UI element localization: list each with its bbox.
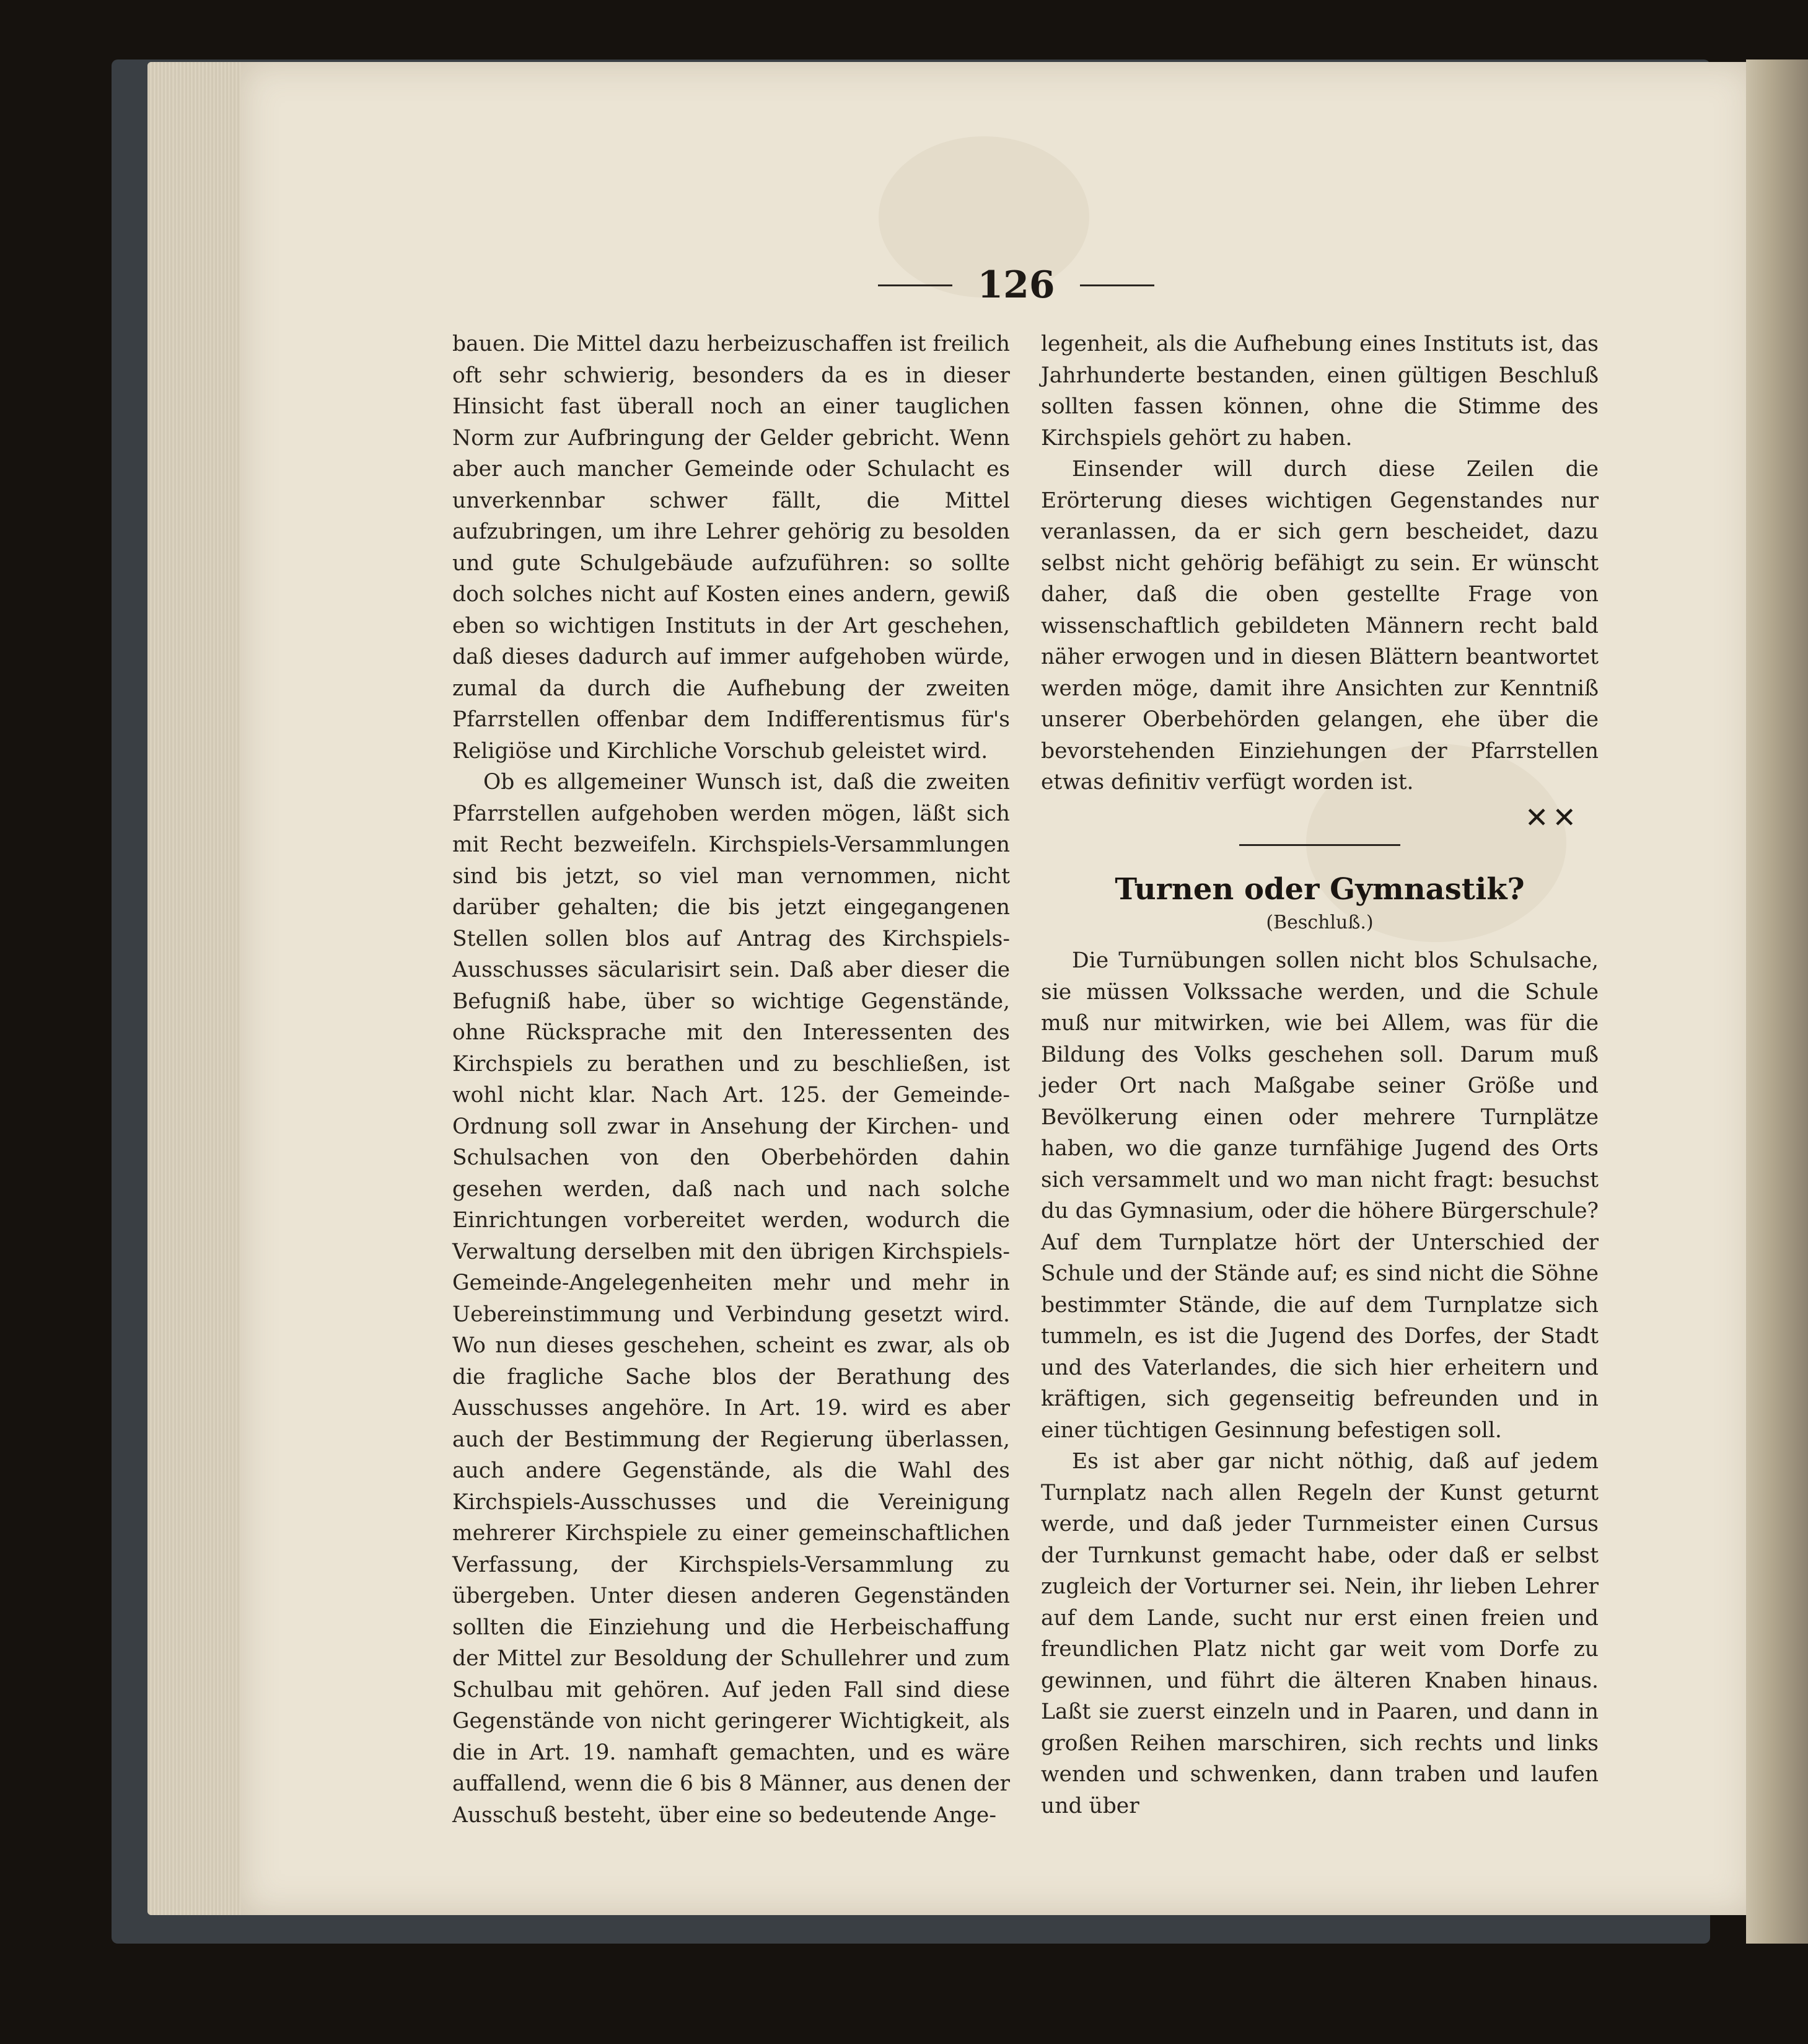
paragraph: Einsender will durch diese Zeilen die Erörterung dieses wichtigen Gegenstandes nur veranlassen, da er sich gern bescheidet, dazu selbst nicht gehörig befähigt zu sein. Er wünscht daher, daß die oben gestellte Frage von wissenschaftlich gebildeten Männern recht bald näher erwogen und in diesen Blättern beantwortet werden möge, damit ihre Ansichten zur Kenntniß unserer Oberbehörden gelangen, ehe über die bevorstehenden Einziehungen der Pfarrstellen etwas definitiv verfügt worden ist. bbox=[1041, 457, 1599, 795]
paragraph: Ob es allgemeiner Wunsch ist, daß die zweiten Pfarrstellen aufgehoben werden mögen, läßt sich mit Recht bezweifeln. Kirchspiels-Versammlungen sind bis jetzt, so viel man vernommen, nicht darüber gehalten; die bis jetzt eingegangenen Stellen sollen blos auf Antrag des Kirchspiels-Ausschusses säcularisirt sein. Daß aber dieser die Befugniß habe, über so wichtige Gegenstände, ohne Rücksprache mit den Interessenten des Kirchspiels zu berathen und zu beschließen, ist wohl nicht klar. Nach Art. 125. der Gemeinde-Ordnung soll zwar in Ansehung der Kirchen- und Schulsachen von den Oberbehörden dahin gesehen werden, daß nach und nach solche Einrichtungen vorbereitet werden, wodurch die Verwaltung derselben mit den übrigen Kirchspiels-Gemeinde-Angelegenheiten mehr und mehr in Uebereinstimmung und Verbindung gesetzt wird. Wo nun dieses geschehen, scheint es zwar, als ob die fragliche Sache blos der Berathung des Ausschusses angehöre. In Art. 19. wird es aber auch der Bestimmung der Regierung überlassen, auch andere Gegenstände, als die Wahl des Kirchspiels-Ausschusses und die Vereinigung mehrerer Kirchspiele zu einer gemeinschaftlichen Verfassung, der Kirchspiels-Versammlung zu übergeben. Unter diesen anderen Gegenständen sollten die Einziehung und die Herbeischaffung der Mittel zur Besoldung der Schullehrer und zum Schulbau mit gehören. Auf jeden Fall sind diese Gegenstände von nicht geringerer Wichtigkeit, als die in Art. 19. namhaft gemachten, und es wäre auffallend, wenn die 6 bis 8 Männer, aus denen der Ausschuß besteht, über eine so bedeutende Ange- bbox=[452, 770, 1010, 1828]
author-signature: ✕✕ bbox=[1524, 800, 1580, 834]
paragraph: bauen. Die Mittel dazu herbeizuschaffen ist freilich oft sehr schwierig, besonders da es in dieser Hinsicht fast überall noch an einer tauglichen Norm zur Aufbringung der Gelder gebricht. Wenn aber auch mancher Gemeinde oder Schulacht es unverkennbar schwer fällt, die Mittel aufzubringen, um ihre Lehrer gehörig zu besolden und gute Schulgebäude aufzuführen: so sollte doch solches nicht auf Kosten eines andern, gewiß eben so wichtigen Instituts in der Art geschehen, daß dieses dadurch auf immer aufgehoben würde, zumal da durch die Aufhebung der zweiten Pfarrstellen offenbar dem Indifferentismus für's Religiöse und Kirchliche Vorschub geleistet wird. bbox=[452, 332, 1010, 764]
paragraph: Es ist aber gar nicht nöthig, daß auf jedem Turnplatz nach allen Regeln der Kunst geturnt werde, und daß jeder Turnmeister einen Cursus der Turnkunst gemacht habe, oder daß er selbst zugleich der Vorturner sei. Nein, ihr lieben Lehrer auf dem Lande, sucht nur erst einen freien und freundlichen Platz nicht gar weit vom Dorfe zu gewinnen, und führt die älteren Knaben hinaus. Laßt sie zuerst einzeln und in Paaren, und dann in großen Reihen marschiren, sich rechts und links wenden und schwenken, dann traben und laufen und über bbox=[1041, 1449, 1599, 1818]
paragraph: legenheit, als die Aufhebung eines Instituts ist, das Jahrhunderte bestanden, einen gültigen Beschluß sollten fassen können, ohne die Stimme des Kirchspiels gehört zu haben. bbox=[1041, 332, 1599, 451]
section-divider bbox=[1239, 844, 1400, 846]
page-edges bbox=[147, 62, 247, 1915]
paragraph: Die Turnübungen sollen nicht blos Schulsache, sie müssen Volkssache werden, und die Schule muß nur mitwirken, wie bei Allem, was für die Bildung des Volks geschehen soll. Darum muß jeder Ort nach Maßgabe seiner Größe und Bevölkerung einen oder mehrere Turnplätze haben, wo die ganze turnfähige Jugend des Orts sich versammelt und wo man nicht fragt: besuchst du das Gymnasium, oder die höhere Bürgerschule? Auf dem Turnplatze hört der Unterschied der Schule und der Stände auf; es sind nicht die Söhne bestimmter Stände, die auf dem Turnplatze sich tummeln, es ist die Jugend des Dorfes, der Stadt und des Vaterlandes, die sich hier erheitern und kräftigen, sich gegenseitig befreunden und in einer tüchtigen Gesinnung befestigen soll. bbox=[1041, 948, 1599, 1443]
right-column bbox=[1041, 328, 1599, 1822]
section-title: Turnen oder Gymnastik? bbox=[1115, 872, 1525, 907]
section-subtitle: (Beschluß.) bbox=[1266, 912, 1374, 933]
page-header bbox=[855, 260, 1177, 310]
page-number: 126 bbox=[977, 263, 1055, 307]
facing-page-edge bbox=[1746, 59, 1808, 1944]
header-rule-left bbox=[878, 284, 952, 286]
left-column bbox=[452, 328, 1010, 1831]
header-rule-right bbox=[1080, 284, 1154, 286]
